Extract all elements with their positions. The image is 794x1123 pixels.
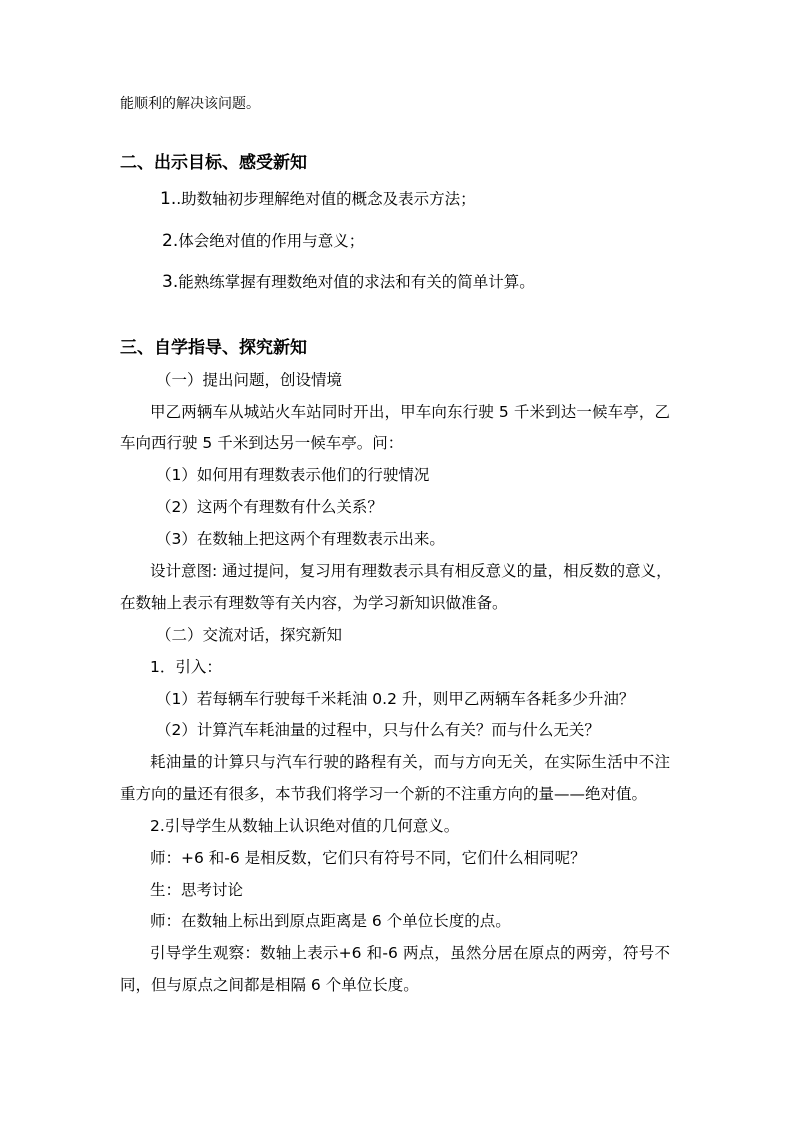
dialogue-line: 生：思考讨论 bbox=[150, 881, 244, 899]
subsection-heading: （一）提出问题，创设情境 bbox=[156, 371, 343, 389]
objective-text: 能熟练掌握有理数绝对值的求法和有关的简单计算。 bbox=[178, 273, 535, 291]
section-heading: 二、出示目标、感受新知 bbox=[120, 153, 307, 173]
list-item: 2.引导学生从数轴上认识绝对值的几何意义。 bbox=[150, 817, 460, 835]
question-item: （1）若每辆车行驶每千米耗油 0.2 升，则甲乙两辆车各耗多少升油？ bbox=[156, 690, 635, 708]
dialogue-line: 师：在数轴上标出到原点距离是 6 个单位长度的点。 bbox=[150, 912, 511, 930]
paragraph-line: 重方向的量还有很多，本节我们将学习一个新的不注重方向的量——绝对值。 bbox=[120, 785, 648, 803]
list-item: 1．引入： bbox=[150, 658, 222, 676]
objective-number: 3. bbox=[162, 272, 179, 292]
objective-text: .助数轴初步理解绝对值的概念及表示方法； bbox=[176, 190, 476, 208]
paragraph-line: 甲乙两辆车从城站火车站同时开出，甲车向东行驶 5 千米到达一候车亭，乙 bbox=[150, 403, 670, 421]
objective-item bbox=[162, 230, 794, 252]
paragraph-line: 设计意图: 通过提问，复习用有理数表示具有相反意义的量，相反数的意义， bbox=[150, 562, 672, 580]
question-item: （1）如何用有理数表示他们的行驶情况 bbox=[156, 466, 430, 484]
paragraph-line: 同，但与原点之间都是相隔 6 个单位长度。 bbox=[120, 976, 419, 994]
paragraph-line: 引导学生观察：数轴上表示+6 和-6 两点，虽然分居在原点的两旁，符号不 bbox=[150, 944, 670, 962]
objective-text: 体会绝对值的作用与意义； bbox=[178, 232, 365, 250]
paragraph-line: 车向西行驶 5 千米到达另一候车亭。问： bbox=[120, 434, 404, 452]
paragraph-line: 在数轴上表示有理数等有关内容，为学习新知识做准备。 bbox=[120, 594, 508, 612]
subsection-heading: （二）交流对话，探究新知 bbox=[156, 626, 343, 644]
objective-item bbox=[160, 188, 794, 210]
section-heading: 三、自学指导、探究新知 bbox=[120, 338, 307, 358]
objective-number: 2. bbox=[162, 231, 179, 251]
question-item: （3）在数轴上把这两个有理数表示出来。 bbox=[156, 530, 445, 548]
objective-item bbox=[162, 271, 794, 293]
dialogue-line: 师：+6 和-6 是相反数，它们只有符号不同，它们什么相同呢？ bbox=[150, 849, 586, 867]
paragraph-line: 耗油量的计算只与汽车行驶的路程有关，而与方向无关，在实际生活中不注 bbox=[150, 753, 670, 771]
question-item: （2）这两个有理数有什么关系？ bbox=[156, 498, 383, 516]
objective-number: 1. bbox=[160, 189, 177, 209]
text-line: 能顺利的解决该问题。 bbox=[120, 96, 260, 112]
question-item: （2）计算汽车耗油量的过程中，只与什么有关？而与什么无关？ bbox=[156, 721, 600, 739]
